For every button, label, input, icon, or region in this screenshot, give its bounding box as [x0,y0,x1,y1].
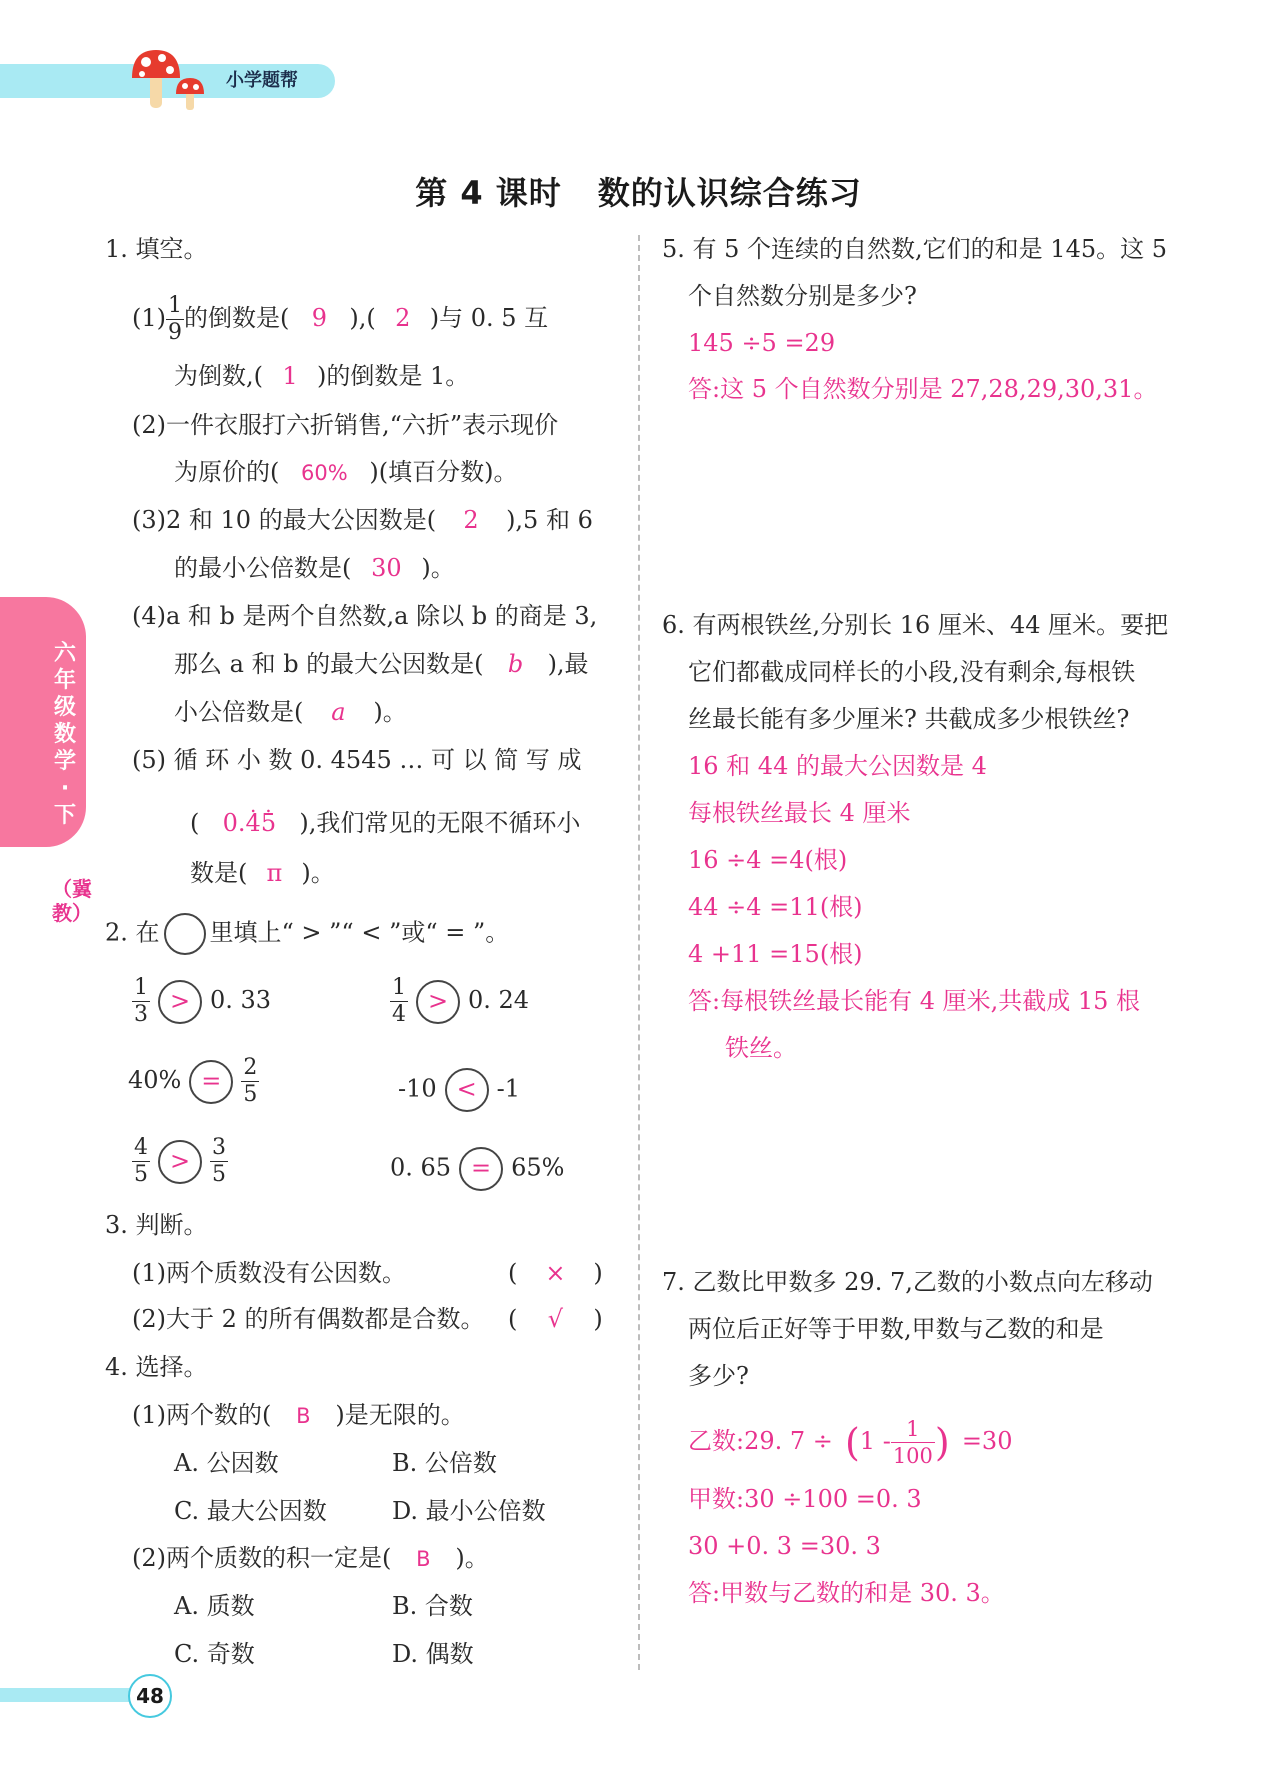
mushroom-logo-icon [128,44,212,114]
brand-label: 小学题帮 [226,70,298,91]
q1-p4-line2: 那么 a 和 b 的最大公因数是( b ),最 [174,650,589,678]
q5-answer-1: 145 ÷5 =29 [688,329,836,357]
edition-label: （冀教） [52,877,92,925]
q6-answer-6: 答:每根铁丝最长能有 4 厘米,共截成 15 根 [688,987,1141,1015]
q1-p3-answer-2: 30 [371,554,402,582]
q1-p4-line1: (4)a 和 b 是两个自然数,a 除以 b 的商是 3, [132,602,598,630]
q1-p5-answer-2: π [266,859,283,887]
q1-p5-answer-1: 0.. 4. 5 [199,808,299,838]
q7-answer-1: 乙数:29. 7 ÷ (1 - $\frac{1}{100}$ ) =30 [688,1417,1013,1468]
q6-answer-4: 44 ÷4 =11(根) [688,893,863,921]
q4-item2-option-b: B. 合数 [392,1592,473,1620]
compare-circle: > [416,980,460,1024]
q7-line3: 多少? [688,1362,749,1390]
q7-line2: 两位后正好等于甲数,甲数与乙数的和是 [688,1315,1104,1343]
compare-circle: = [189,1060,233,1104]
q5-line1: 5. 有 5 个连续的自然数,它们的和是 145。这 5 [662,235,1168,263]
q1-p4-answer-2: a [331,698,346,726]
q4-item1-option-c: C. 最大公因数 [174,1497,327,1525]
q3-heading: 3. 判断。 [105,1211,208,1239]
q5-line2: 个自然数分别是多少? [688,282,917,310]
q1-p5-line2: ( 0.. 4. 5 ),我们常见的无限不循环小 [190,808,580,838]
q3-item2-answer: ( √ ) [508,1305,603,1333]
q6-answer-2: 每根铁丝最长 4 厘米 [688,799,911,827]
q4-heading: 4. 选择。 [105,1353,208,1381]
q1-p3-line1: (3)2 和 10 的最大公因数是( 2 ),5 和 6 [132,506,593,534]
q1-p4-line3: 小公倍数是( a )。 [174,698,407,726]
compare-circle: > [158,980,202,1024]
q1-heading: 1. 填空。 [105,235,208,263]
q2-row2-left: 40% = $\frac{2}{5}$ [128,1055,258,1107]
q6-answer-1: 16 和 44 的最大公因数是 4 [688,752,987,780]
q2-row3-right: 0. 65 = 65% [390,1147,564,1191]
q1-p2-answer: 60% [301,461,348,485]
q3-item1-answer: ( × ) [508,1259,603,1287]
q3-item1-text: (1)两个质数没有公因数。 [132,1259,406,1287]
q2-row3-left: $\frac{4}{5}$ > $\frac{3}{5}$ [134,1135,226,1187]
q1-p3-line2: 的最小公倍数是( 30 )。 [174,554,455,582]
grade-label: 六年级数学·下 [53,641,76,828]
q7-answer-3: 30 +0. 3 =30. 3 [688,1532,881,1560]
q1-p1-line1: (1) $\frac{1}{9}$ 的倒数是( 9 ),( 2 )与 0. 5 互 [132,293,549,345]
q6-line3: 丝最长能有多少厘米? 共截成多少根铁丝? [688,705,1130,733]
q4-item2-option-d: D. 偶数 [392,1640,474,1668]
q1-p1-answer-3: 1 [282,362,298,390]
q5-answer-2: 答:这 5 个自然数分别是 27,28,29,30,31。 [688,375,1158,403]
q1-p5-line3: 数是( π )。 [190,859,335,887]
q4-item1: (1)两个数的( B )是无限的。 [132,1401,465,1429]
column-divider [638,235,640,1670]
q4-item1-option-a: A. 公因数 [174,1449,279,1477]
q1-p3-answer-1: 2 [463,506,479,534]
page-title [0,168,1277,214]
q7-line1: 7. 乙数比甲数多 29. 7,乙数的小数点向左移动 [662,1268,1153,1296]
q6-answer-5: 4 +11 =15(根) [688,940,863,968]
q1-p1-fraction: $\frac{1}{9}$ [168,293,182,345]
lesson-number: 第 4 课时 [415,174,562,212]
empty-circle-icon [164,913,206,955]
q4-item1-option-b: B. 公倍数 [392,1449,497,1477]
lesson-name: 数的认识综合练习 [597,174,862,212]
compare-circle: = [459,1147,503,1191]
q1-p1-answer-2: 2 [395,304,411,332]
q4-item1-option-d: D. 最小公倍数 [392,1497,546,1525]
q1-p1-answer-1: 9 [311,304,328,332]
q4-item2: (2)两个质数的积一定是( B )。 [132,1544,489,1572]
q2-row1-right: $\frac{1}{4}$ > 0. 24 [392,975,530,1027]
q4-item2-option-a: A. 质数 [174,1592,255,1620]
q3-item2-text: (2)大于 2 的所有偶数都是合数。 [132,1305,485,1333]
q1-p4-answer-1: b [507,650,524,678]
q1-p1-line2: 为倒数,( 1 )的倒数是 1。 [174,362,470,390]
q6-line2: 它们都截成同样长的小段,没有剩余,每根铁 [688,658,1136,686]
q6-line1: 6. 有两根铁丝,分别长 16 厘米、44 厘米。要把 [662,611,1169,639]
q7-answer-2: 甲数:30 ÷100 =0. 3 [688,1485,922,1513]
q2-heading: 2. 在 里填上“ > ”“ < ”或“ = ”。 [105,913,509,955]
q6-answer-3: 16 ÷4 =4(根) [688,846,848,874]
q2-row2-right: -10 < -1 [398,1068,520,1112]
compare-circle: < [445,1068,489,1112]
q7-answer-4: 答:甲数与乙数的和是 30. 3。 [688,1579,1005,1607]
compare-circle: > [158,1140,202,1184]
q4-item2-option-c: C. 奇数 [174,1640,255,1668]
page-number: 48 [128,1674,172,1718]
q1-p5-line1: (5) 循 环 小 数 0. 4545 … 可 以 简 写 成 [132,746,582,774]
q1-p2-line2: 为原价的( 60% )(填百分数)。 [174,458,518,486]
q2-row1-left: $\frac{1}{3}$ > 0. 33 [134,975,272,1027]
q1-p2-line1: (2)一件衣服打六折销售,“六折”表示现价 [132,411,559,439]
q1-p1-pre: (1) [132,304,166,332]
q6-answer-7: 铁丝。 [725,1034,797,1062]
